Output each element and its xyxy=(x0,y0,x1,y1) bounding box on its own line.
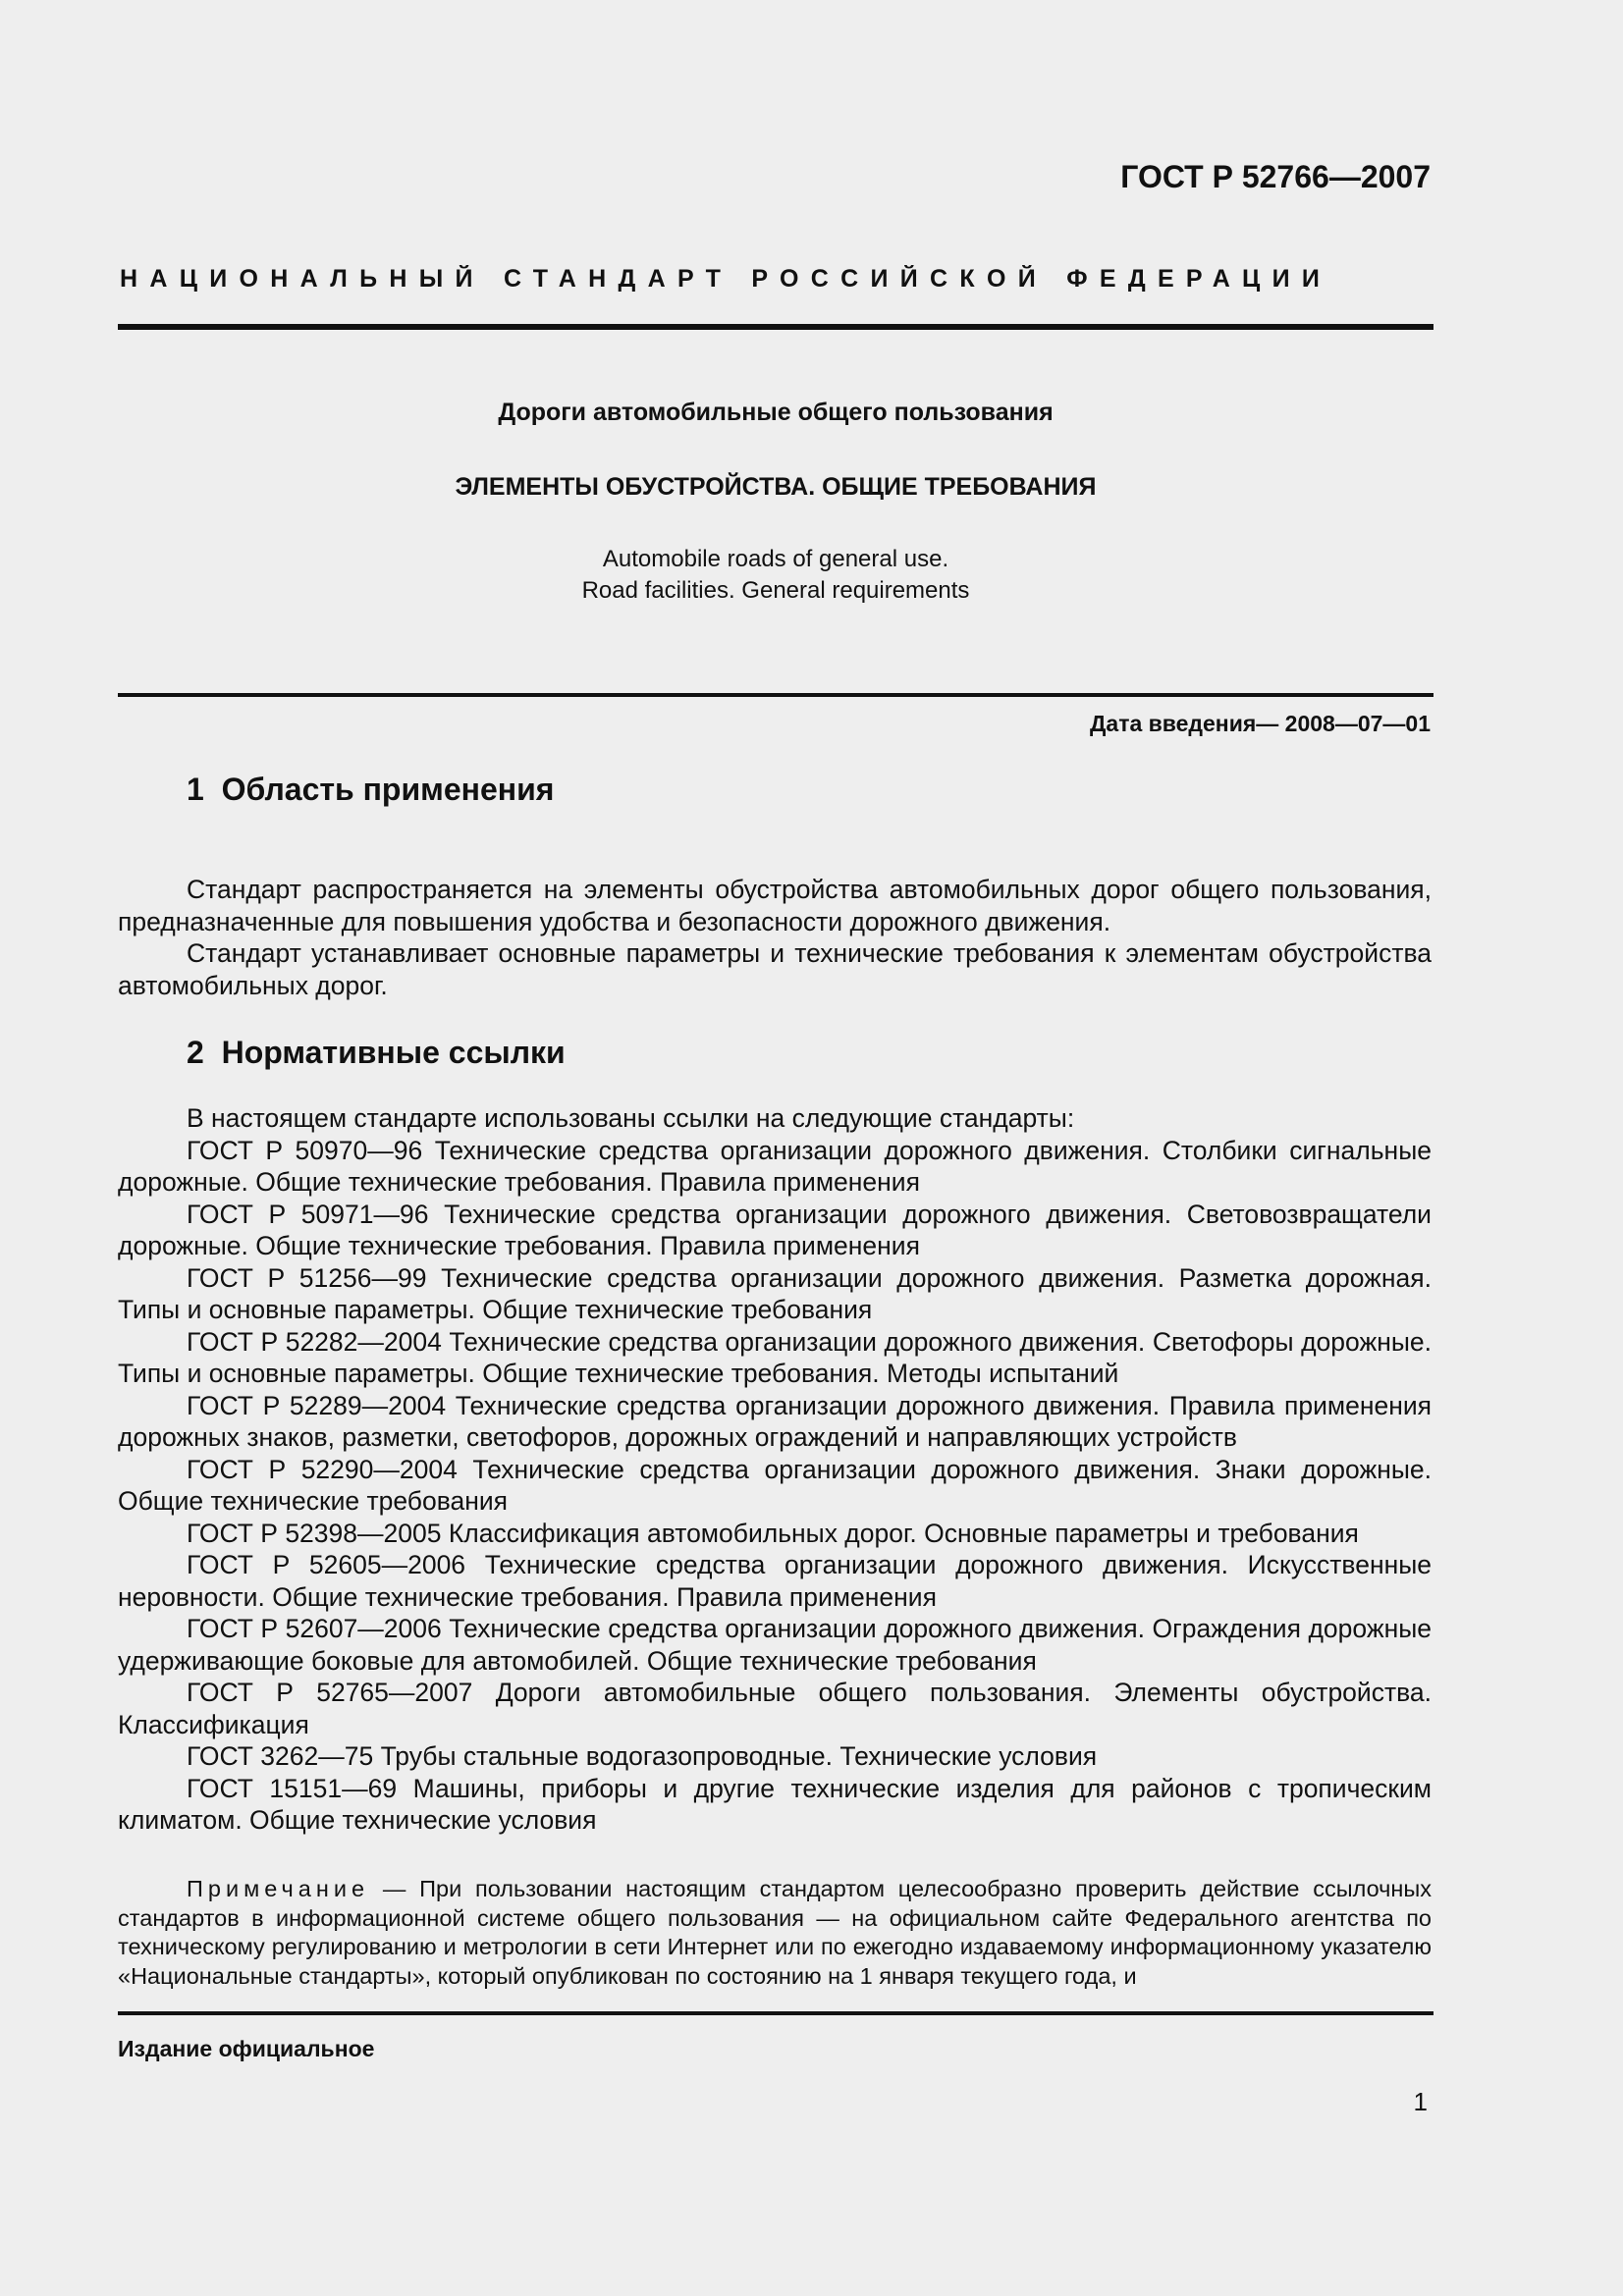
reference-title: Машины, приборы и другие технические изделия для районов с тропическим климатом. Общие технические условия xyxy=(118,1773,1432,1835)
reference-item xyxy=(118,1199,1432,1262)
reference-title: Технические средства организации дорожного движения. Знаки дорожные. Общие технические требования xyxy=(118,1454,1432,1516)
reference-item xyxy=(118,1613,1432,1677)
reference-title: Технические средства организации дорожного движения. Разметка дорожная. Типы и основные параметры. Общие технические требования xyxy=(118,1262,1432,1324)
footer-divider xyxy=(118,2011,1434,2015)
reference-item xyxy=(118,1135,1432,1199)
reference-code: ГОСТ Р 52765—2007 xyxy=(187,1678,473,1707)
reference-code: ГОСТ Р 50971—96 xyxy=(187,1199,429,1229)
reference-code: ГОСТ Р 52605—2006 xyxy=(187,1550,466,1579)
reference-code: ГОСТ Р 52290—2004 xyxy=(187,1454,458,1484)
reference-item xyxy=(118,1677,1432,1740)
document-subtitle: ЭЛЕМЕНТЫ ОБУСТРОЙСТВА. ОБЩИЕ ТРЕБОВАНИЯ xyxy=(455,473,1097,501)
reference-code: ГОСТ Р 52289—2004 xyxy=(187,1390,447,1420)
reference-code: ГОСТ Р 52282—2004 xyxy=(187,1326,442,1357)
reference-code: ГОСТ Р 50970—96 xyxy=(187,1135,423,1165)
reference-title: Технические средства организации дорожного движения. Световозвращатели дорожные. Общие технические требования. Правила применения xyxy=(118,1199,1432,1260)
reference-title: Классификация автомобильных дорог. Основные параметры и требования xyxy=(448,1518,1359,1548)
reference-title: Технические средства организации дорожного движения. Светофоры дорожные. Типы и основные параметры. Общие технические требования. Методы испытаний xyxy=(118,1326,1432,1388)
section-1-paragraph: Стандарт распространяется на элементы обустройства автомобильных дорог общего пользования, предназначенные для повышения удобства и безопасности дорожного движения. xyxy=(118,875,1432,936)
document-code: ГОСТ Р 52766—2007 xyxy=(1120,159,1431,194)
section-1-paragraph: Стандарт устанавливает основные параметры и технические требования к элементам обустройства автомобильных дорог. xyxy=(118,938,1432,1000)
section-1-body xyxy=(118,874,1432,1001)
official-edition-label: Издание официальное xyxy=(118,2036,375,2061)
english-title-line2: Road facilities. General requirements xyxy=(581,577,970,604)
reference-item xyxy=(118,1262,1432,1326)
section-2-heading: 2 Нормативные ссылки xyxy=(187,1035,566,1070)
reference-title: Технические средства организации дорожного движения. Столбики сигнальные дорожные. Общие технические требования. Правила применения xyxy=(118,1135,1432,1197)
reference-title: Технические средства организации дорожного движения. Искусственные неровности. Общие технические требования. Правила применения xyxy=(118,1550,1432,1612)
reference-code: ГОСТ Р 51256—99 xyxy=(187,1262,427,1293)
reference-item xyxy=(118,1549,1432,1613)
reference-title: Дороги автомобильные общего пользования. Элементы обустройства. Классификация xyxy=(118,1678,1432,1739)
header-divider xyxy=(118,324,1434,330)
reference-item xyxy=(118,1326,1432,1390)
reference-code: ГОСТ Р 52398—2005 xyxy=(187,1518,442,1548)
reference-title: Технические средства организации дорожного движения. Ограждения дорожные удерживающие боковые для автомобилей. Общие технические требования xyxy=(118,1614,1432,1676)
page-number: 1 xyxy=(1413,2087,1428,2116)
reference-title: Технические средства организации дорожного движения. Правила применения дорожных знаков, разметки, светофоров, дорожных ограждений и направляющих устройств xyxy=(118,1390,1432,1452)
note-block xyxy=(118,1875,1432,1991)
section-1-heading: 1 Область применения xyxy=(187,772,555,807)
english-title-line1: Automobile roads of general use. xyxy=(602,546,949,572)
note-label: Примечание xyxy=(187,1876,370,1901)
note-paragraph xyxy=(118,1875,1432,1991)
reference-item xyxy=(118,1740,1432,1773)
national-standard-banner: НАЦИОНАЛЬНЫЙ СТАНДАРТ РОССИЙСКОЙ ФЕДЕРАЦИИ xyxy=(120,265,1332,293)
reference-code: ГОСТ Р 52607—2006 xyxy=(187,1614,442,1643)
reference-code: ГОСТ 3262—75 xyxy=(187,1741,374,1771)
reference-title: Трубы стальные водогазопроводные. Технические условия xyxy=(380,1741,1098,1771)
reference-item xyxy=(118,1518,1432,1550)
note-text: — При пользовании настоящим стандартом целесообразно проверить действие ссылочных стандартов в информационной системе общего пользования — на официальном сайте Федерального агентства по техническому регулированию и метрологии в сети Интернет или по ежегодно издаваемому информационному указателю «Национальные стандарты», который опубликован по состоянию на 1 января текущего года, и xyxy=(118,1876,1432,1989)
introduction-date: Дата введения— 2008—07—01 xyxy=(1090,711,1431,736)
reference-item xyxy=(118,1773,1432,1837)
reference-code: ГОСТ 15151—69 xyxy=(187,1773,398,1803)
reference-item xyxy=(118,1454,1432,1518)
references-intro: В настоящем стандарте использованы ссылки на следующие стандарты: xyxy=(187,1103,1075,1133)
reference-item xyxy=(118,1390,1432,1454)
references-list xyxy=(118,1102,1432,1837)
document-title: Дороги автомобильные общего пользования xyxy=(498,399,1054,426)
title-divider xyxy=(118,693,1434,697)
